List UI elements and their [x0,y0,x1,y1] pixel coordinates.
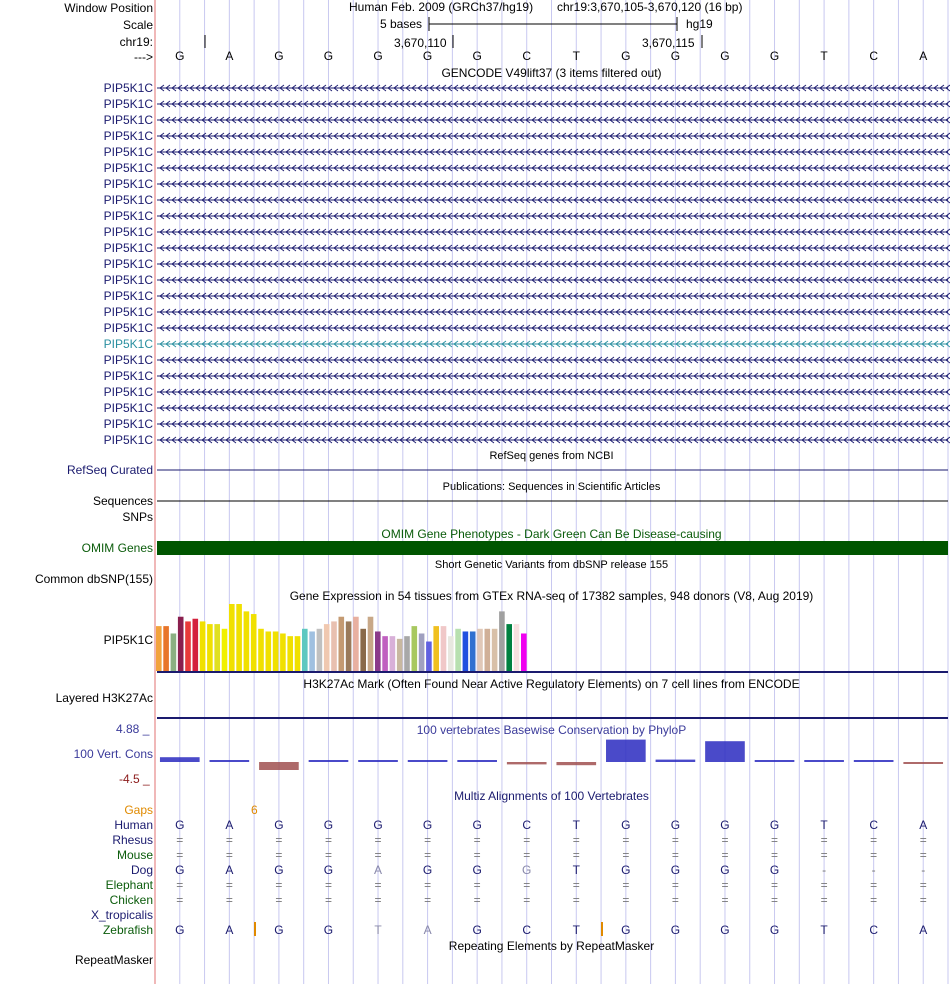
alignment-base: = [275,893,283,907]
alignment-base: = [424,878,432,892]
gtex-bar [404,636,410,671]
alignment-base: G [769,818,780,832]
alignment-base: T [820,923,828,937]
gtex-bar [419,633,425,671]
gtex-bar [207,624,213,671]
alignment-base: G [323,818,334,832]
alignment-base: G [621,863,631,877]
gtex-bar [317,629,323,671]
alignment-base: = [622,848,630,862]
phylop-score-mark [358,760,398,762]
phylop-score-mark [556,762,596,765]
chrom-label[interactable]: chr19: [119,35,153,49]
alignment-base: = [275,878,283,892]
phylop-score-mark [705,741,745,762]
phylop-score-mark [755,760,795,762]
gtex-bar [331,621,337,671]
base-letter: C [869,49,878,63]
phylop-score-mark [457,760,497,762]
alignment-base: = [721,878,729,892]
alignment-base: G [670,923,681,937]
alignment-base: A [225,818,234,832]
base-letter: C [522,49,532,63]
alignment-base: = [324,893,332,907]
gtex-bar [506,624,512,671]
alignment-base: = [176,833,184,847]
base-letter: G [720,49,730,63]
species-label-human[interactable]: Human [114,818,153,832]
scale-text: 5 bases [380,17,423,31]
db-text: hg19 [686,17,713,31]
position-text: chr19:3,670,105-3,670,120 (16 bp) [557,0,743,14]
h3k27ac-track-label[interactable]: Layered H3K27Ac [55,691,153,705]
dbsnp-track-label[interactable]: Common dbSNP(155) [34,572,153,586]
gtex-bar [229,604,235,671]
base-letter: T [820,49,828,63]
alignment-base: = [919,848,927,862]
gtex-bar [433,626,439,671]
gtex-bar [499,611,505,671]
alignment-base: T [820,818,828,832]
alignment-base: = [225,848,233,862]
gtex-bar [222,629,228,671]
phylop-score-mark [854,760,894,762]
repeatmasker-track-title: Repeating Elements by RepeatMasker [448,939,655,953]
alignment-base: T [374,923,382,937]
alignment-base: G [323,923,334,937]
phylop-score-mark [408,760,448,762]
alignment-base: = [523,833,531,847]
alignment-base: - [921,863,926,877]
alignment-base: = [523,878,531,892]
gtex-bar [390,636,396,671]
gtex-bar [171,633,177,671]
alignment-base: = [473,878,481,892]
alignment-base: - [871,863,876,877]
alignment-base: = [424,848,432,862]
gtex-bar [163,626,169,671]
alignment-base: = [820,878,828,892]
omim-bar [157,541,948,555]
alignment-base: = [820,833,828,847]
gtex-bar [339,617,345,671]
gencode-gene-label[interactable]: PIP5K1C [103,161,153,175]
alignment-base: = [671,848,679,862]
alignment-base: G [373,818,383,832]
base-letter: G [323,49,334,63]
phylop-score-mark [259,762,299,770]
species-label-dog[interactable]: Dog [130,863,153,877]
alignment-base: = [771,833,779,847]
alignment-base: G [670,863,681,877]
omim-track-title: OMIM Gene Phenotypes - Dark Green Can Be Disease-causing [381,527,722,541]
alignment-base: G [175,923,185,937]
gencode-gene-label[interactable]: PIP5K1C [103,385,153,399]
alignment-base: = [424,893,432,907]
alignment-base: G [670,818,681,832]
alignment-base: A [225,863,234,877]
phylop-score-mark [507,762,547,764]
alignment-base: = [622,893,630,907]
alignment-base: G [769,923,780,937]
gtex-bar [302,629,308,671]
alignment-base: = [771,878,779,892]
alignment-base: = [870,848,878,862]
alignment-base: = [671,878,679,892]
alignment-base: G [274,863,284,877]
gtex-bar [236,604,242,671]
alignment-base: C [869,923,878,937]
alignment-base: G [720,818,730,832]
alignment-base: T [572,923,580,937]
species-label-mouse[interactable]: Mouse [116,848,153,862]
alignment-base: A [919,818,928,832]
base-letter: T [572,49,580,63]
alignment-base: T [572,818,580,832]
alignment-base: = [771,848,779,862]
assembly-text: Human Feb. 2009 (GRCh37/hg19) [349,0,534,14]
phylop-score-mark [656,760,696,762]
gtex-bar [485,629,491,671]
base-letter: G [472,49,482,63]
gencode-gene-label[interactable]: PIP5K1C [103,193,153,207]
gencode-gene-label[interactable]: PIP5K1C [103,289,153,303]
alignment-base: = [721,848,729,862]
alignment-base: = [374,848,382,862]
tick-label-left: 3,670,110 [394,36,447,50]
gtex-bar [156,626,162,671]
phylop-ymax: 4.88 _ [116,722,150,736]
alignment-base: A [374,863,383,877]
alignment-base: = [919,893,927,907]
alignment-base: = [275,833,283,847]
gtex-bar [309,631,315,671]
base-letter: G [621,49,631,63]
alignment-base: = [572,833,580,847]
gtex-bar [477,629,483,671]
alignment-base: = [176,848,184,862]
gencode-gene-label[interactable]: PIP5K1C [103,129,153,143]
alignment-base: G [720,863,730,877]
alignment-base: = [374,833,382,847]
alignment-base: = [225,893,233,907]
gencode-gene-label[interactable]: PIP5K1C [103,241,153,255]
strand-arrow[interactable]: ---> [134,50,153,64]
alignment-base: = [721,833,729,847]
gtex-bar [382,636,388,671]
species-label-elephant[interactable]: Elephant [105,878,153,892]
alignment-base: = [523,893,531,907]
gtex-track-label[interactable]: PIP5K1C [103,633,153,647]
gtex-bar [397,639,403,671]
species-label-x_tropicalis[interactable]: X_tropicalis [90,908,153,922]
scale-label[interactable]: Scale [122,18,153,32]
gencode-gene-label[interactable]: PIP5K1C [103,97,153,111]
alignment-base: = [176,893,184,907]
phylop-score-mark [309,760,349,762]
gtex-bar [251,614,257,671]
base-letter: G [175,49,185,63]
alignment-base: = [919,878,927,892]
alignment-base: G [472,863,482,877]
alignment-base: - [822,863,827,877]
alignment-base: = [721,893,729,907]
alignment-base: G [422,818,433,832]
gencode-gene-label[interactable]: PIP5K1C [103,209,153,223]
gencode-gene-label[interactable]: PIP5K1C [103,401,153,415]
gencode-gene-label[interactable]: PIP5K1C [103,433,153,447]
gtex-bar [492,629,498,671]
alignment-base: = [820,848,828,862]
alignment-base: = [324,833,332,847]
gtex-track-title: Gene Expression in 54 tissues from GTEx RNA-seq of 17382 samples, 948 donors (V8, Aug 2019) [289,589,814,603]
alignment-base: = [572,848,580,862]
gtex-bar [287,636,293,671]
alignment-base: = [324,878,332,892]
gtex-bar [185,621,191,671]
dbsnp-track-title: Short Genetic Variants from dbSNP release 155 [434,559,669,571]
alignment-base: = [473,893,481,907]
h3k27ac-track-title: H3K27Ac Mark (Often Found Near Active Regulatory Elements) on 7 cell lines from ENCODE [303,677,800,691]
alignment-base: C [522,818,532,832]
alignment-base: = [572,893,580,907]
gtex-bar [258,629,264,671]
sequences-label[interactable]: Sequences [92,494,153,508]
phylop-ymin: -4.5 _ [119,772,150,786]
base-letter: A [919,49,928,63]
base-letter: G [769,49,780,63]
gtex-bar [412,626,418,671]
repeatmasker-track-label[interactable]: RepeatMasker [74,953,153,967]
refseq-track-title: RefSeq genes from NCBI [489,450,614,462]
gtex-bar [324,624,330,671]
alignment-base: G [472,818,482,832]
refseq-track-label[interactable]: RefSeq Curated [66,463,153,477]
gencode-track-title: GENCODE V49lift37 (3 items filtered out) [441,66,662,80]
gtex-bar [280,633,286,671]
gencode-gene-label[interactable]: PIP5K1C [103,305,153,319]
alignment-base: A [423,923,432,937]
gtex-bar [448,636,454,671]
alignment-base: = [176,878,184,892]
phylop-track-label[interactable]: 100 Vert. Cons [73,747,153,761]
phylop-score-mark [804,760,844,762]
gtex-bar [178,617,184,671]
alignment-base: T [572,863,580,877]
gencode-gene-label[interactable]: PIP5K1C [103,257,153,271]
alignment-base: = [473,833,481,847]
gtex-bar [514,624,520,671]
alignment-base: = [622,833,630,847]
phylop-score-mark [903,762,943,764]
alignment-base: G [472,923,482,937]
gencode-gene-label[interactable]: PIP5K1C [103,145,153,159]
gtex-bar [360,629,366,671]
gtex-bar [441,626,447,671]
gencode-gene-label[interactable]: PIP5K1C [103,81,153,95]
gtex-bar [193,619,199,671]
gaps-label[interactable]: Gaps [124,803,153,817]
alignment-base: = [771,893,779,907]
gtex-bar [368,617,374,671]
species-label-chicken[interactable]: Chicken [109,893,153,907]
alignment-base: G [175,818,185,832]
alignment-base: = [424,833,432,847]
species-label-rhesus[interactable]: Rhesus [112,833,153,847]
alignment-base: A [919,923,928,937]
phylop-score-mark [606,740,646,762]
gtex-bar [455,629,461,671]
gencode-gene-label[interactable]: PIP5K1C [103,337,153,351]
gtex-bar [521,633,527,671]
alignment-base: G [274,818,284,832]
base-letter: G [373,49,383,63]
gtex-bar [426,642,432,671]
gtex-bar [353,617,359,671]
gencode-gene-label[interactable]: PIP5K1C [103,177,153,191]
alignment-base: = [324,848,332,862]
gtex-bar [266,631,272,671]
alignment-base: G [175,863,185,877]
alignment-base: = [572,878,580,892]
alignment-base: = [622,878,630,892]
gaps-value: 6 [251,803,258,817]
gtex-bar [375,631,381,671]
gtex-bar [463,631,469,671]
alignment-base: = [523,848,531,862]
alignment-base: = [870,833,878,847]
alignment-base: G [422,863,433,877]
alignment-base: G [720,923,730,937]
gencode-gene-label[interactable]: PIP5K1C [103,321,153,335]
alignment-base: = [870,893,878,907]
gtex-bar [273,631,279,671]
alignment-base: = [870,878,878,892]
alignment-base: = [374,878,382,892]
gencode-gene-label[interactable]: PIP5K1C [103,113,153,127]
tick-label-right: 3,670,115 [642,36,695,50]
gencode-gene-label[interactable]: PIP5K1C [103,273,153,287]
alignment-base: C [869,818,878,832]
phylop-score-mark [210,760,250,762]
phylop-score-mark [160,757,200,762]
alignment-base: = [820,893,828,907]
alignment-base: G [621,923,631,937]
alignment-base: G [621,818,631,832]
gencode-gene-label[interactable]: PIP5K1C [103,225,153,239]
alignment-base: A [225,923,234,937]
base-letter: G [274,49,284,63]
alignment-base: G [323,863,334,877]
alignment-base: = [275,848,283,862]
gencode-gene-label[interactable]: PIP5K1C [103,369,153,383]
omim-track-label[interactable]: OMIM Genes [81,541,153,555]
alignment-base: = [473,848,481,862]
publications-track-title: Publications: Sequences in Scientific Articles [442,481,661,493]
alignment-base: G [769,863,780,877]
alignment-base: G [274,923,284,937]
gtex-bar [346,621,352,671]
alignment-base: C [522,923,532,937]
alignment-base: = [671,893,679,907]
alignment-base: = [919,833,927,847]
base-letter: A [225,49,234,63]
gtex-bar [214,624,220,671]
window-position-label[interactable]: Window Position [64,1,153,15]
alignment-base: = [225,833,233,847]
multiz-track-title: Multiz Alignments of 100 Vertebrates [454,789,649,803]
gtex-bar [244,611,250,671]
alignment-base: G [522,863,532,877]
alignment-base: = [374,893,382,907]
gencode-gene-label[interactable]: PIP5K1C [103,353,153,367]
phylop-track-title: 100 vertebrates Basewise Conservation by PhyloP [416,723,687,737]
gencode-gene-label[interactable]: PIP5K1C [103,417,153,431]
gtex-bar [295,636,301,671]
species-label-zebrafish[interactable]: Zebrafish [102,923,153,937]
gtex-bar [470,631,476,671]
base-letter: G [422,49,433,63]
base-letter: G [670,49,681,63]
alignment-base: = [225,878,233,892]
snps-label[interactable]: SNPs [122,510,153,524]
gtex-bar [200,621,206,671]
alignment-base: = [671,833,679,847]
